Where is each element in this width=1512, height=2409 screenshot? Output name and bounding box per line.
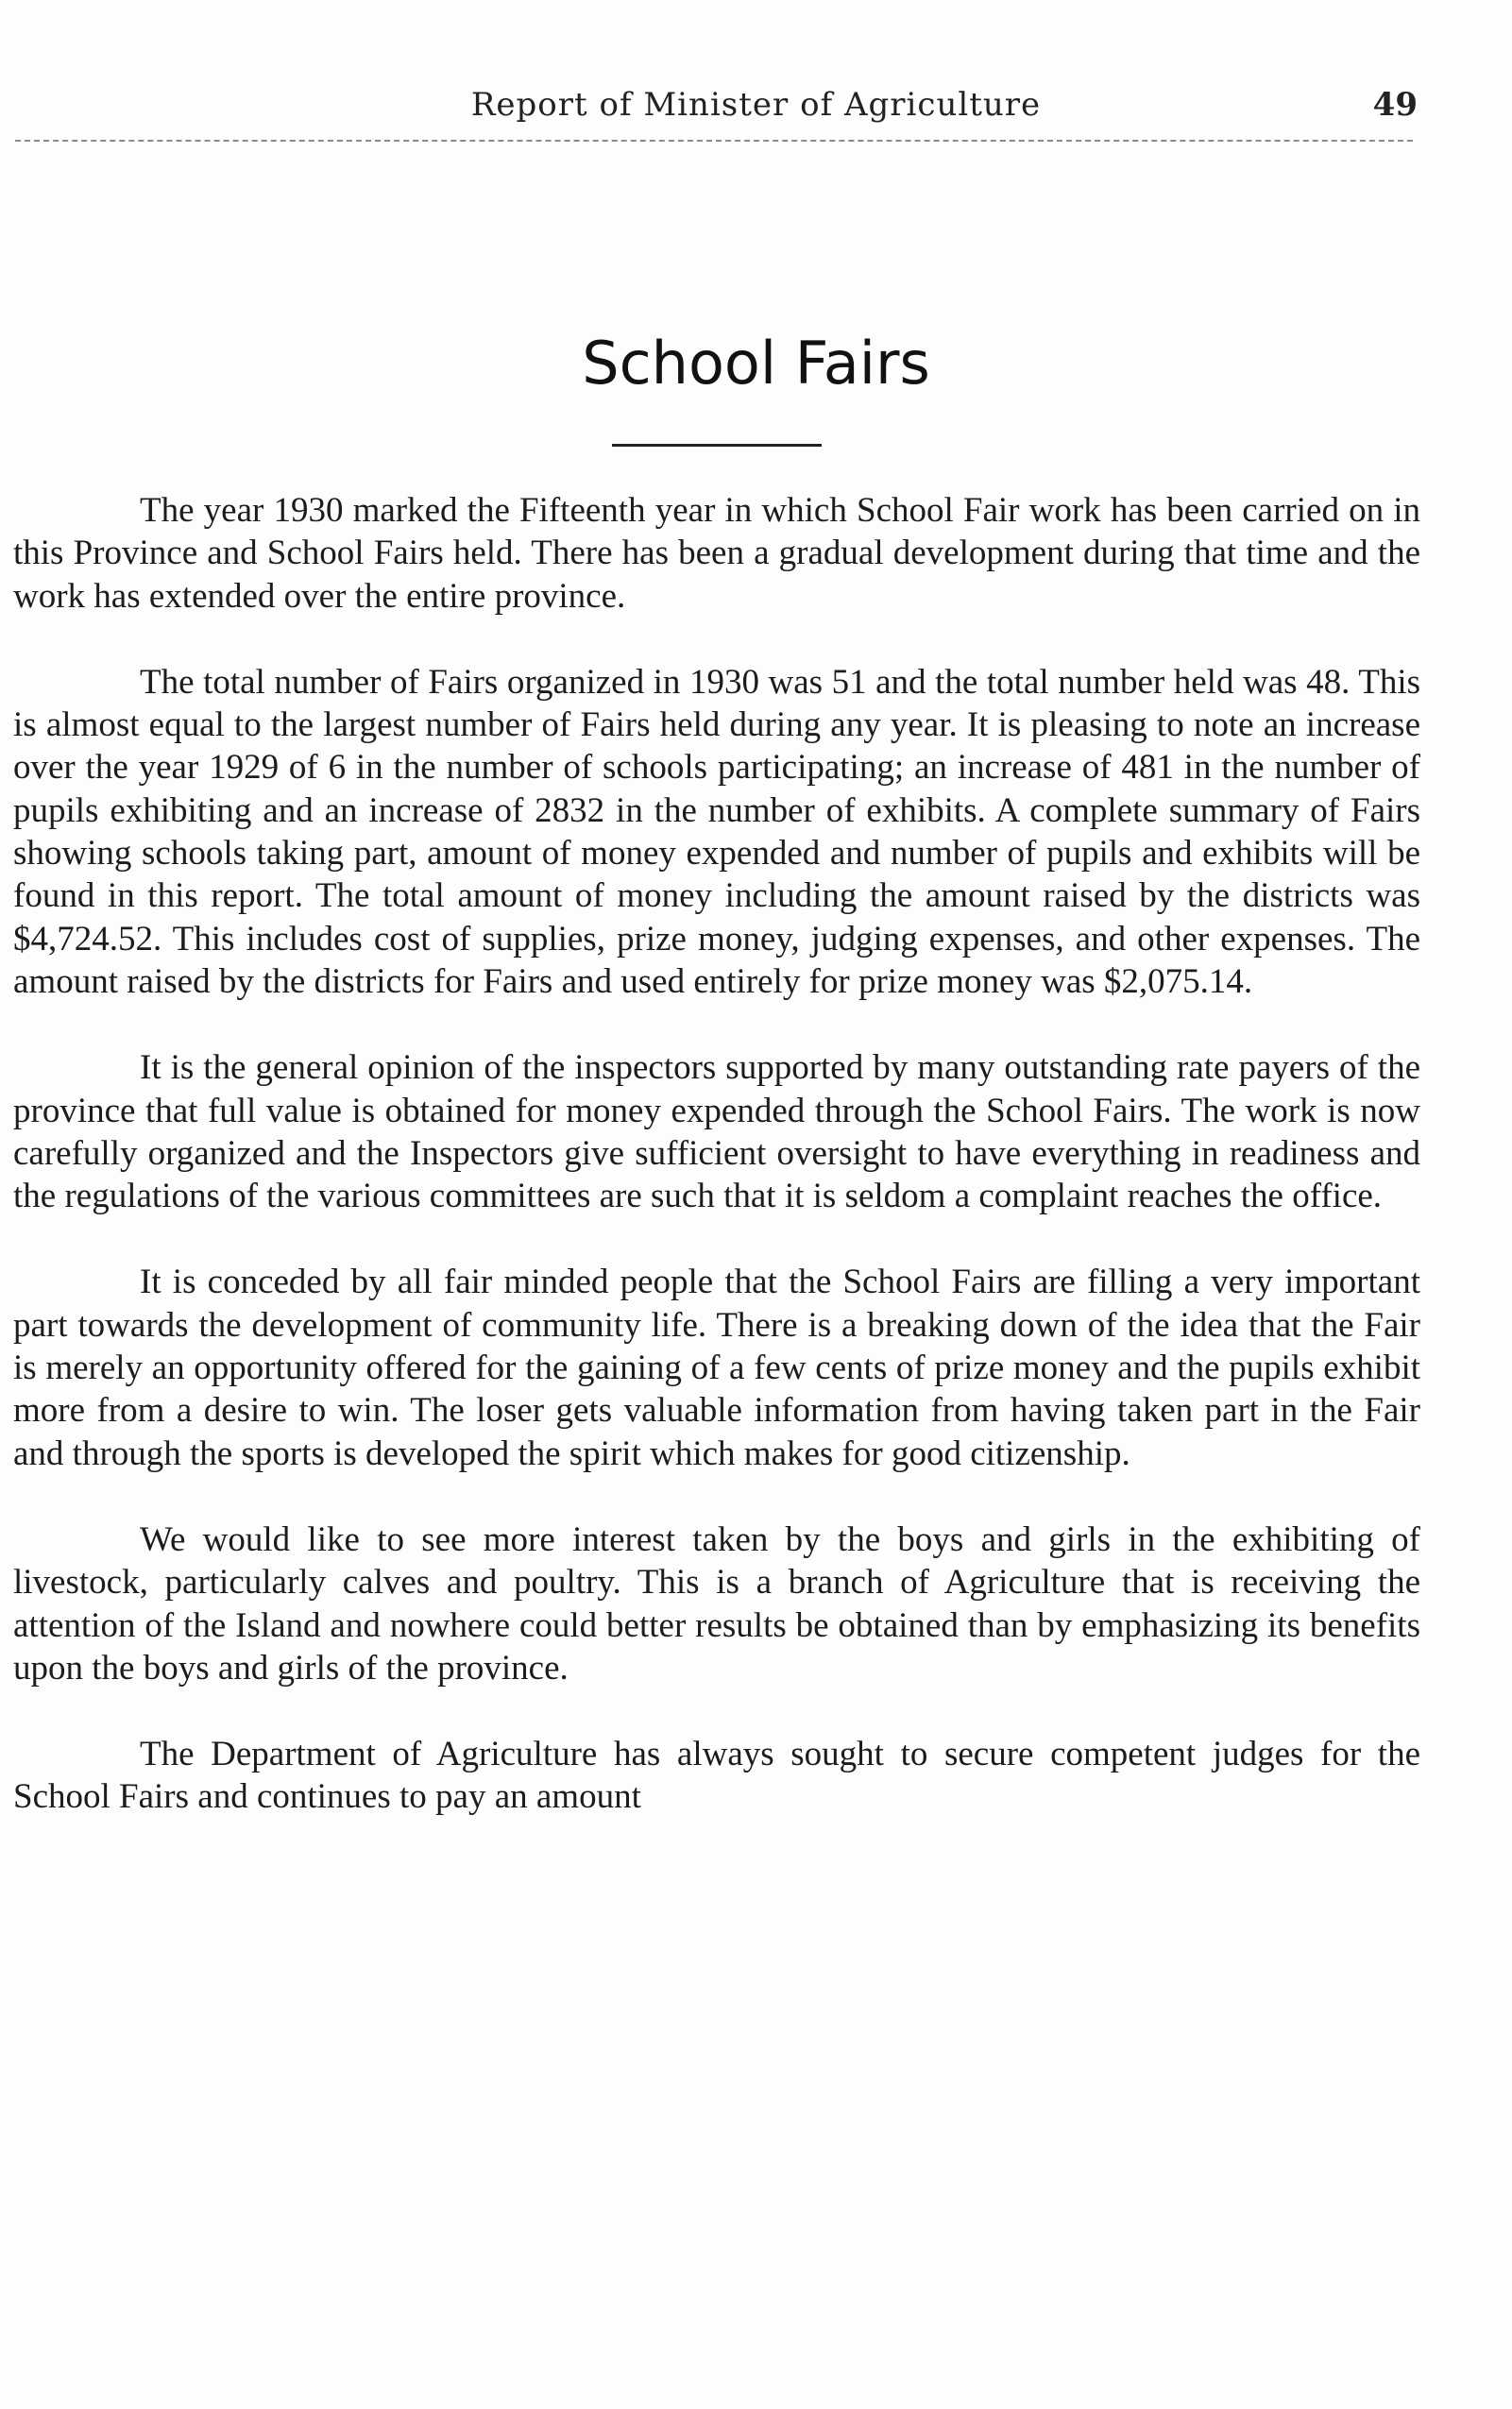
section-title: School Fairs <box>582 329 930 398</box>
paragraph-6: The Department of Agriculture has always sought to secure competent judges for the School Fairs and continues to pay an amount <box>13 1735 1420 1817</box>
article-body <box>13 489 1420 1862</box>
paragraph-5: We would like to see more interest taken by the boys and girls in the exhibiting of livestock, particularly calves and poultry. This is a branch of Agriculture that is receiving the attention of the Island and nowhere could better results be obtained than by emphasizing its benefits upon the boys and girls of the province. <box>13 1519 1420 1688</box>
running-header <box>0 81 1512 128</box>
header-divider <box>15 140 1413 142</box>
paragraph-1: The year 1930 marked the Fifteenth year in which School Fair work has been carried on in this Province and School Fairs held. There has been a gradual development during that time and the work has extended over the entire province. <box>13 491 1420 616</box>
title-underline <box>612 444 822 447</box>
running-title: Report of Minister of Agriculture <box>470 86 1042 124</box>
paragraph-3: It is the general opinion of the inspectors supported by many outstanding rate payers of the province that full value is obtained for money expended through the School Fairs. The work is now carefully organized and the Inspectors give sufficient oversight to have everything in readiness and the regulations of the various committees are such that it is seldom a complaint reaches the office. <box>13 1048 1420 1216</box>
page-number: 49 <box>1372 86 1418 124</box>
paragraph-2: The total number of Fairs organized in 1930 was 51 and the total number held was 48. This is almost equal to the largest number of Fairs held during any year. It is pleasing to note an increase over the year 1929 of 6 in the number of schools participating; an increase of 481 in the number of pupils exhibiting and an increase of 2832 in the number of exhibits. A complete summary of Fairs showing schools taking part, amount of money expended and number of pupils and exhibits will be found in this report. The total amount of money including the amount raised by the districts was $4,724.52. This includes cost of supplies, prize money, judging expenses, and other expenses. The amount raised by the districts for Fairs and used entirely for prize money was $2,075.14. <box>13 662 1420 1001</box>
paragraph-4: It is conceded by all fair minded people that the School Fairs are filling a very important part towards the development of community life. There is a breaking down of the idea that the Fair is merely an opportunity offered for the gaining of a few cents of prize money and the pupils exhibit more from a desire to win. The loser gets valuable information from having taken part in the Fair and through the sports is developed the spirit which makes for good citizenship. <box>13 1263 1420 1473</box>
